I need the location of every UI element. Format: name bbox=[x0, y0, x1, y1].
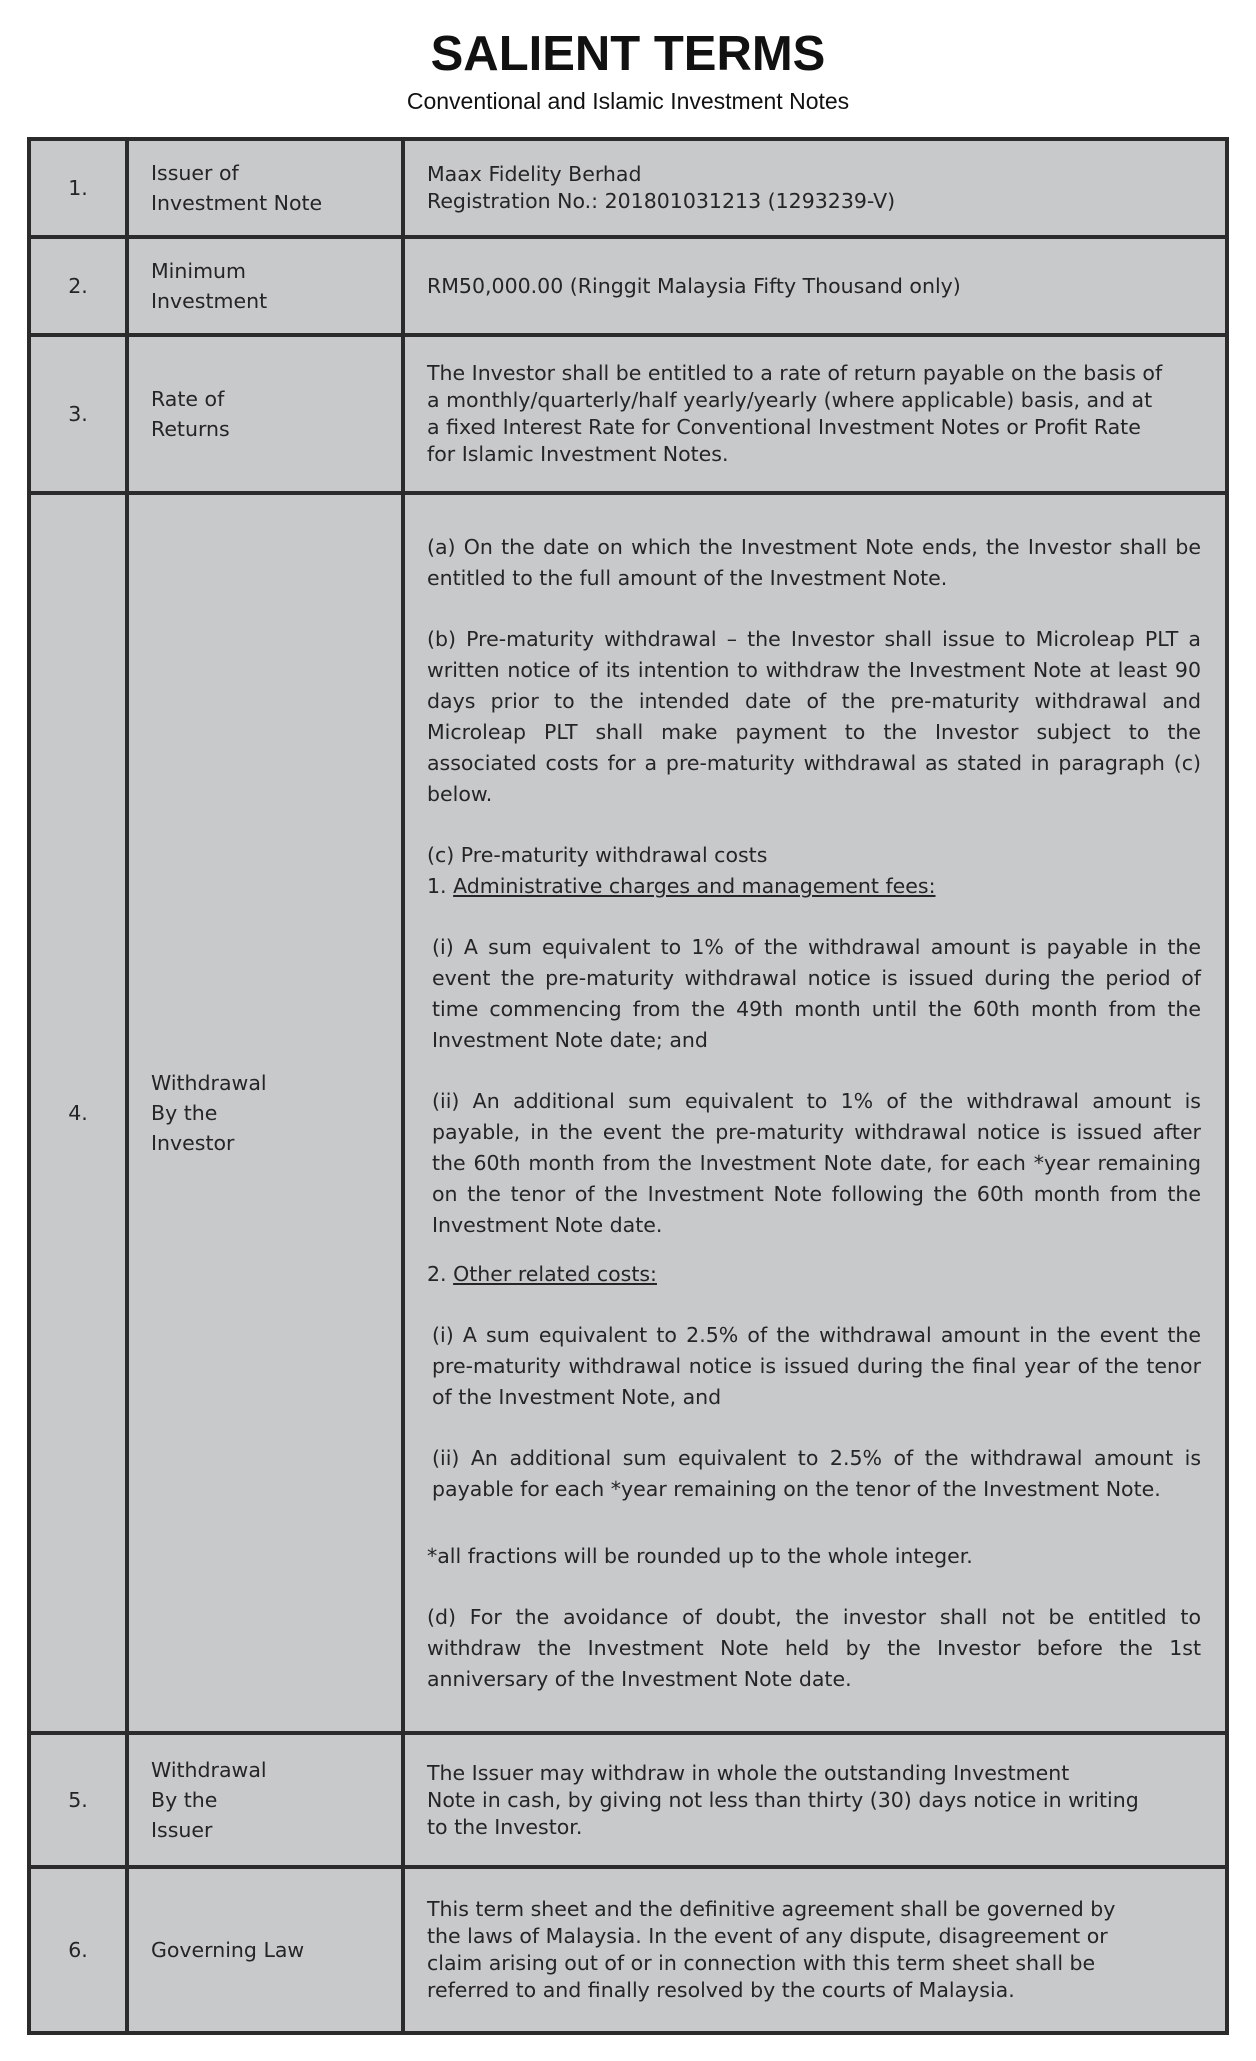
row-description bbox=[403, 493, 1227, 1733]
table-row bbox=[29, 493, 1227, 1733]
row-number: 5. bbox=[29, 1733, 127, 1867]
description-line: the laws of Malaysia. In the event of any dispute, disagreement or bbox=[427, 1924, 1108, 1948]
description-line: The Investor shall be entitled to a rate of return payable on the basis of bbox=[427, 361, 1163, 385]
row-label-line: By the bbox=[151, 1788, 218, 1812]
description-line: a monthly/quarterly/half yearly/yearly (where applicable) basis, and at bbox=[427, 388, 1153, 412]
cost-item-2-heading bbox=[427, 1259, 1201, 1290]
document-title: SALIENT TERMS bbox=[430, 27, 826, 81]
table-row bbox=[29, 1733, 1227, 1867]
document-subtitle: Conventional and Islamic Investment Notes bbox=[406, 88, 850, 114]
description-line: referred to and finally resolved by the courts of Malaysia. bbox=[427, 1978, 1015, 2002]
row-number: 4. bbox=[29, 493, 127, 1733]
description-line: a fixed Interest Rate for Conventional Investment Notes or Profit Rate bbox=[427, 415, 1141, 439]
row-number: 6. bbox=[29, 1867, 127, 2033]
description-line: for Islamic Investment Notes. bbox=[427, 442, 729, 466]
row-description bbox=[403, 1733, 1227, 1867]
row-label-line: Investment Note bbox=[151, 191, 323, 215]
description-line: The Issuer may withdraw in whole the outstanding Investment bbox=[427, 1760, 1070, 1785]
cost-item-1-ii: (ii) An additional sum equivalent to 1% of the withdrawal amount is payable, in the event the pre-maturity withdrawal notice is issued after the 60th month from the Investment Note date, for each *year remaining on the tenor of the Investment Note following the 60th month from the Investment Note date. bbox=[432, 1088, 1201, 1237]
row-description bbox=[403, 237, 1227, 335]
row-label-line: Minimum bbox=[151, 259, 247, 283]
cost-item-2-number: 2. bbox=[427, 1261, 447, 1286]
row-label-line: Returns bbox=[151, 417, 230, 441]
row-label-line: By the bbox=[151, 1101, 218, 1125]
clause-c-heading: (c) Pre-maturity withdrawal costs bbox=[427, 842, 768, 867]
row-label-line: Governing Law bbox=[151, 1938, 305, 1962]
row-label bbox=[127, 335, 403, 493]
cost-item-2-title: Other related costs: bbox=[453, 1261, 657, 1286]
description-line: claim arising out of or in connection with this term sheet shall be bbox=[427, 1951, 1096, 1975]
description-line: Note in cash, by giving not less than thirty (30) days notice in writing bbox=[427, 1787, 1139, 1812]
row-label-line: Rate of bbox=[151, 387, 225, 411]
cost-item-2-i: (i) A sum equivalent to 2.5% of the withdrawal amount in the event the pre-maturity withdrawal notice is issued during the final year of the tenor of the Investment Note, and bbox=[432, 1322, 1201, 1409]
row-number: 3. bbox=[29, 335, 127, 493]
row-description bbox=[403, 1867, 1227, 2033]
description-line: Registration No.: 201801031213 (1293239-V) bbox=[427, 189, 896, 213]
row-label bbox=[127, 493, 403, 1733]
clause-b: (b) Pre-maturity withdrawal – the Investor shall issue to Microleap PLT a written notice of its intention to withdraw the Investment Note at least 90 days prior to the intended date of the pre-maturity withdrawal and Microleap PLT shall make payment to the Investor subject to the associated costs for a pre-maturity withdrawal as stated in paragraph (c) below. bbox=[427, 626, 1201, 806]
cost-item-1-i: (i) A sum equivalent to 1% of the withdrawal amount is payable in the event the pre-maturity withdrawal notice is issued during the period of time commencing from the 49th month until the 60th month from the Investment Note date; and bbox=[432, 934, 1201, 1052]
footnote: *all fractions will be rounded up to the whole integer. bbox=[427, 1543, 973, 1568]
row-label-line: Issuer bbox=[151, 1818, 213, 1842]
row-description bbox=[403, 139, 1227, 237]
row-label bbox=[127, 1733, 403, 1867]
row-number: 2. bbox=[29, 237, 127, 335]
cost-item-1-title: Administrative charges and management fees: bbox=[453, 873, 936, 898]
row-number: 1. bbox=[29, 139, 127, 237]
description-line: Maax Fidelity Berhad bbox=[427, 162, 642, 186]
table-row bbox=[29, 1867, 1227, 2033]
table-row bbox=[29, 139, 1227, 237]
row-label-line: Investment bbox=[151, 289, 268, 313]
salient-terms-table bbox=[27, 137, 1229, 2035]
row-label-line: Issuer of bbox=[151, 161, 239, 185]
row-label-line: Withdrawal bbox=[151, 1071, 267, 1095]
row-description bbox=[403, 335, 1227, 493]
table-row bbox=[29, 335, 1227, 493]
cost-item-2-ii: (ii) An additional sum equivalent to 2.5% of the withdrawal amount is payable for each *year remaining on the tenor of the Investment Note. bbox=[432, 1445, 1201, 1501]
row-label bbox=[127, 139, 403, 237]
cost-item-1-heading bbox=[427, 871, 1201, 902]
description-line: RM50,000.00 (Ringgit Malaysia Fifty Thousand only) bbox=[427, 273, 961, 298]
row-label-line: Investor bbox=[151, 1131, 235, 1155]
row-label bbox=[127, 237, 403, 335]
cost-item-1-number: 1. bbox=[427, 873, 447, 898]
clause-d: (d) For the avoidance of doubt, the investor shall not be entitled to withdraw the Investment Note held by the Investor before the 1st anniversary of the Investment Note date. bbox=[427, 1604, 1201, 1691]
description-line: to the Investor. bbox=[427, 1814, 583, 1839]
row-label-line: Withdrawal bbox=[151, 1758, 267, 1782]
row-label bbox=[127, 1867, 403, 2033]
table-row bbox=[29, 237, 1227, 335]
description-line: This term sheet and the definitive agreement shall be governed by bbox=[427, 1897, 1116, 1921]
clause-a: (a) On the date on which the Investment Note ends, the Investor shall be entitled to the full amount of the Investment Note. bbox=[427, 534, 1201, 590]
